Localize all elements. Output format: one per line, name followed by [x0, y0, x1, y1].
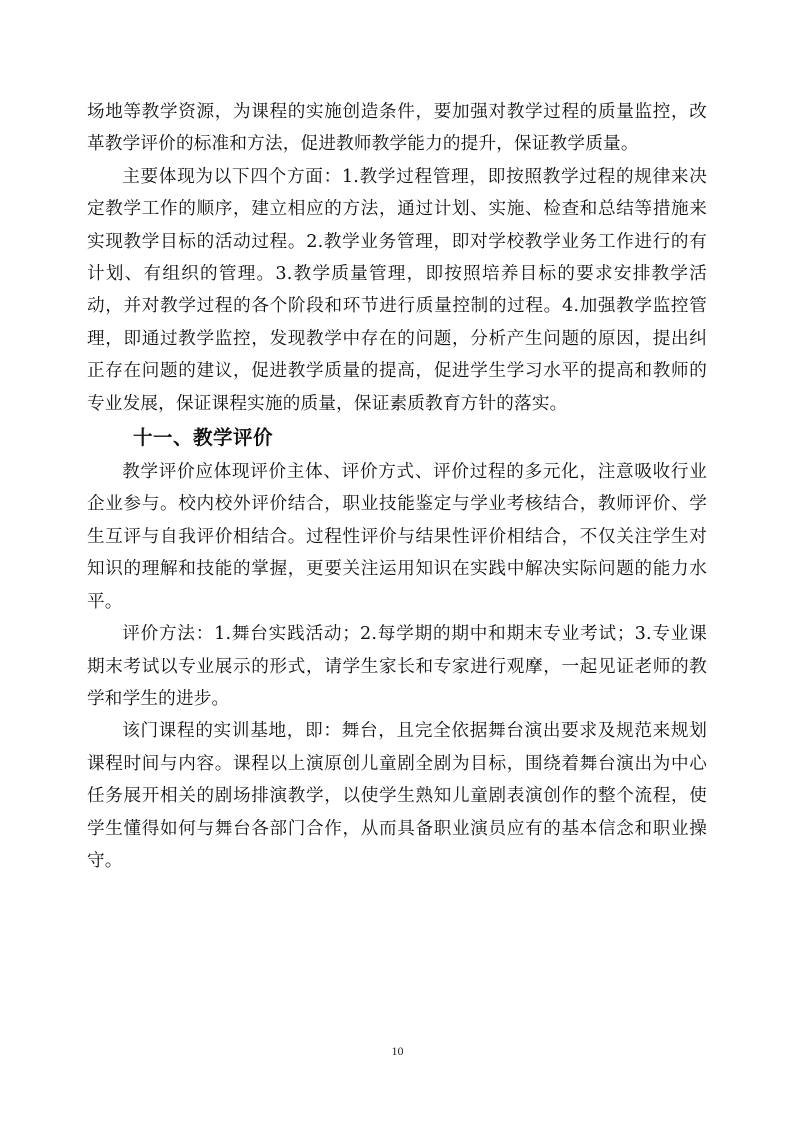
page-number: 10 [391, 1044, 404, 1058]
paragraph-evaluation-principles: 教学评价应体现评价主体、评价方式、评价过程的多元化，注意吸收行业企业参与。校内校外评价结合，职业技能鉴定与学业考核结合，教师评价、学生互评与自我评价相结合。过程性评价与结果性评价相结合，不仅关注学生对知识的理解和技能的掌握，更要关注运用知识在实践中解决实际问题的能力水平。 [87, 462, 707, 612]
paragraph-training-base: 该门课程的实训基地，即：舞台，且完全依据舞台演出要求及规范来规划课程时间与内容。课程以上演原创儿童剧全剧为目标，围绕着舞台演出为中心任务展开相关的剧场排演教学，以使学生熟知儿童剧表演创作的整个流程，使学生懂得如何与舞台各部门合作，从而具备职业演员应有的基本信念和职业操守。 [87, 721, 707, 871]
paragraph-evaluation-methods: 评价方法：1.舞台实践活动；2.每学期的期中和期末专业考试；3.专业课期末考试以专业展示的形式，请学生家长和专家进行观摩，一起见证老师的教学和学生的进步。 [87, 624, 707, 709]
paragraph-continued: 场地等教学资源，为课程的实施创造条件，要加强对教学过程的质量监控，改革教学评价的标准和方法，促进教师教学能力的提升，保证教学质量。 [87, 102, 707, 155]
paragraph-management-aspects: 主要体现为以下四个方面：1.教学过程管理，即按照教学过程的规律来决定教学工作的顺序，建立相应的方法，通过计划、实施、检查和总结等措施来实现教学目标的活动过程。2.教学业务管理，即对学校教学业务工作进行的有计划、有组织的管理。3.教学质量管理，即按照培养目标的要求安排教学活动，并对教学过程的各个阶段和环节进行质量控制的过程。4.加强教学监控管理，即通过教学监控，发现教学中存在的问题，分析产生问题的原因，提出纠正存在问题的建议，促进教学质量的提高，促进学生学习水平的提高和教师的专业发展，保证课程实施的质量，保证素质教育方针的落实。 [87, 166, 707, 414]
document-page [87, 96, 707, 877]
section-heading-teaching-evaluation: 十一、教学评价 [133, 426, 274, 450]
